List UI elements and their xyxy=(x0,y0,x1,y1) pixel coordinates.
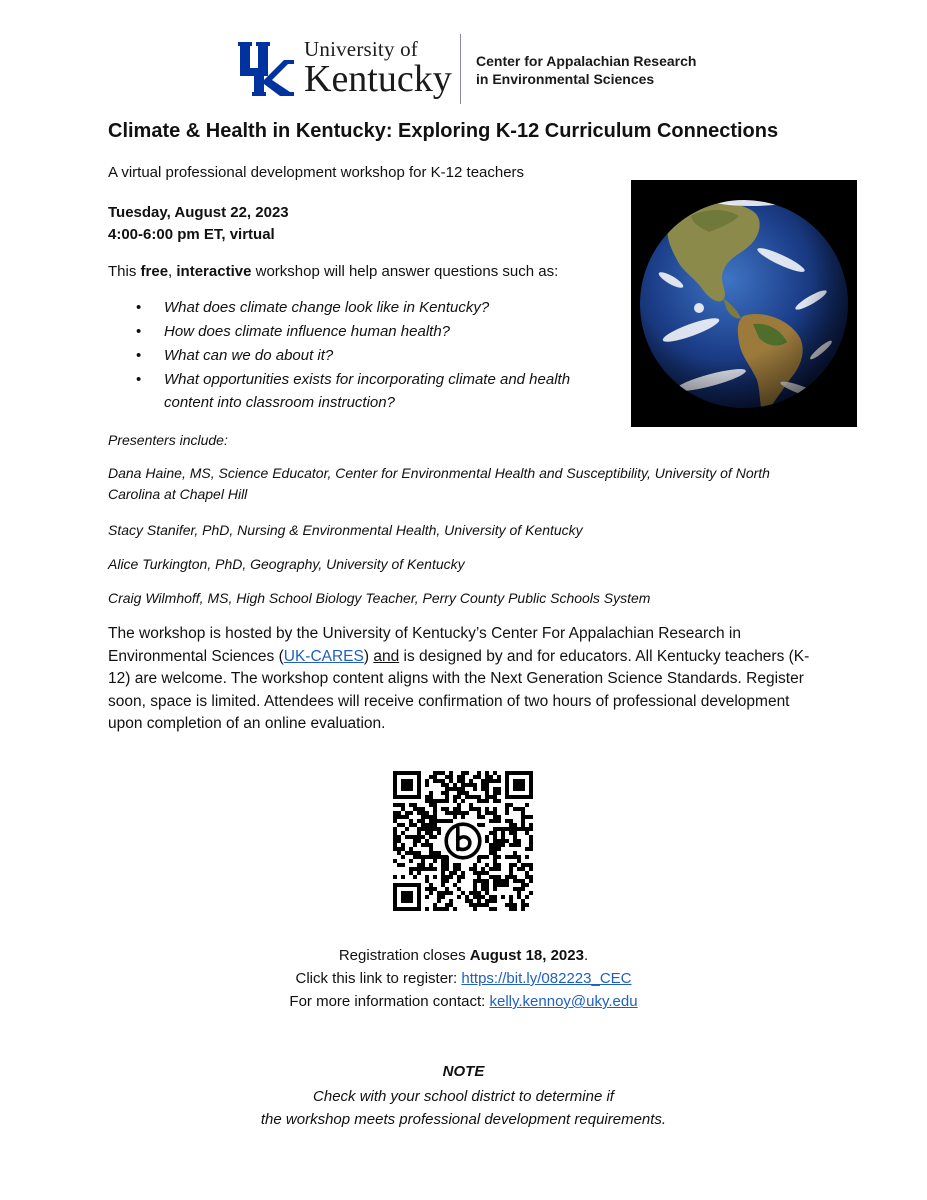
presenter-item: Alice Turkington, PhD, Geography, University of Kentucky xyxy=(108,556,465,572)
center-name xyxy=(476,52,796,88)
university-of-text: University of xyxy=(304,37,418,61)
registration-closes xyxy=(0,945,927,967)
earth-photo xyxy=(631,180,857,427)
presenter-item: Dana Haine, MS, Science Educator, Center for Environmental Health and Susceptibility, University of North Carolina at Chapel Hill xyxy=(108,465,770,502)
note-heading: NOTE xyxy=(442,1063,485,1080)
contact-pre: For more information contact: xyxy=(289,993,490,1010)
paragraph-part3: is designed by and for educators. All Kentucky teachers (K-12) are welcome. The workshop content aligns with the Next Generation Science Standards. Register soon, space is limited. Attendees will receive confirmation of two hours of professional development upon completion of an online evaluation. xyxy=(108,647,810,732)
register-link-line xyxy=(0,968,927,990)
intro-comma: , xyxy=(168,263,177,280)
date-block xyxy=(108,202,289,246)
list-item: • How does climate influence human health? xyxy=(136,320,606,343)
note-line2: the workshop meets professional development requirements. xyxy=(260,1111,667,1128)
qr-code-icon[interactable] xyxy=(393,771,533,911)
contact-line xyxy=(0,991,927,1013)
list-item: • What opportunities exists for incorporating climate and health content into classroom instruction? xyxy=(136,368,606,414)
bitly-logo-icon xyxy=(442,820,484,862)
event-time: 4:00-6:00 pm ET, virtual xyxy=(108,226,275,243)
register-link[interactable]: https://bit.ly/082223_CEC xyxy=(461,970,632,987)
paragraph-part2: ) xyxy=(363,647,374,665)
uk-cares-link[interactable]: UK-CARES xyxy=(283,647,364,665)
list-item: • What does climate change look like in Kentucky? xyxy=(136,296,606,319)
list-item: • What can we do about it? xyxy=(136,344,606,367)
kentucky-text: Kentucky xyxy=(304,58,452,100)
intro-pre: This xyxy=(108,263,141,280)
event-date: Tuesday, August 22, 2023 xyxy=(108,204,289,221)
register-pre: Click this link to register: xyxy=(295,970,462,987)
intro-interactive: interactive xyxy=(176,263,252,280)
contact-email-link[interactable]: kelly.kennoy@uky.edu xyxy=(489,993,638,1010)
header xyxy=(236,30,697,106)
center-name-line1: Center for Appalachian Research xyxy=(476,53,697,69)
presenter-item: Stacy Stanifer, PhD, Nursing & Environmental Health, University of Kentucky xyxy=(108,522,583,538)
closes-post: . xyxy=(583,947,589,964)
uk-wordmark xyxy=(304,38,452,98)
presenter-item: Craig Wilmhoff, MS, High School Biology Teacher, Perry County Public Schools System xyxy=(108,590,651,606)
intro-free: free xyxy=(140,263,169,280)
subtitle: A virtual professional development workshop for K-12 teachers xyxy=(108,164,525,181)
description-paragraph xyxy=(108,623,818,736)
center-name-line2: in Environmental Sciences xyxy=(476,71,655,87)
paragraph-part1: The workshop is hosted by the University of Kentucky’s Center For Appalachian Research in Environmental Sciences ( xyxy=(108,625,741,665)
uk-logo-icon xyxy=(236,38,296,98)
page-title: Climate & Health in Kentucky: Exploring K-12 Curriculum Connections xyxy=(108,120,779,142)
intro-text xyxy=(108,263,628,280)
closes-pre: Registration closes xyxy=(338,947,470,964)
header-divider xyxy=(460,34,461,104)
intro-post: workshop will help answer questions such as: xyxy=(251,263,559,280)
question-list xyxy=(136,296,606,415)
note-line1: Check with your school district to determine if xyxy=(313,1088,614,1105)
presenters-heading: Presenters include: xyxy=(108,432,228,448)
closes-date: August 18, 2023 xyxy=(469,947,584,964)
paragraph-and: and xyxy=(373,647,400,665)
